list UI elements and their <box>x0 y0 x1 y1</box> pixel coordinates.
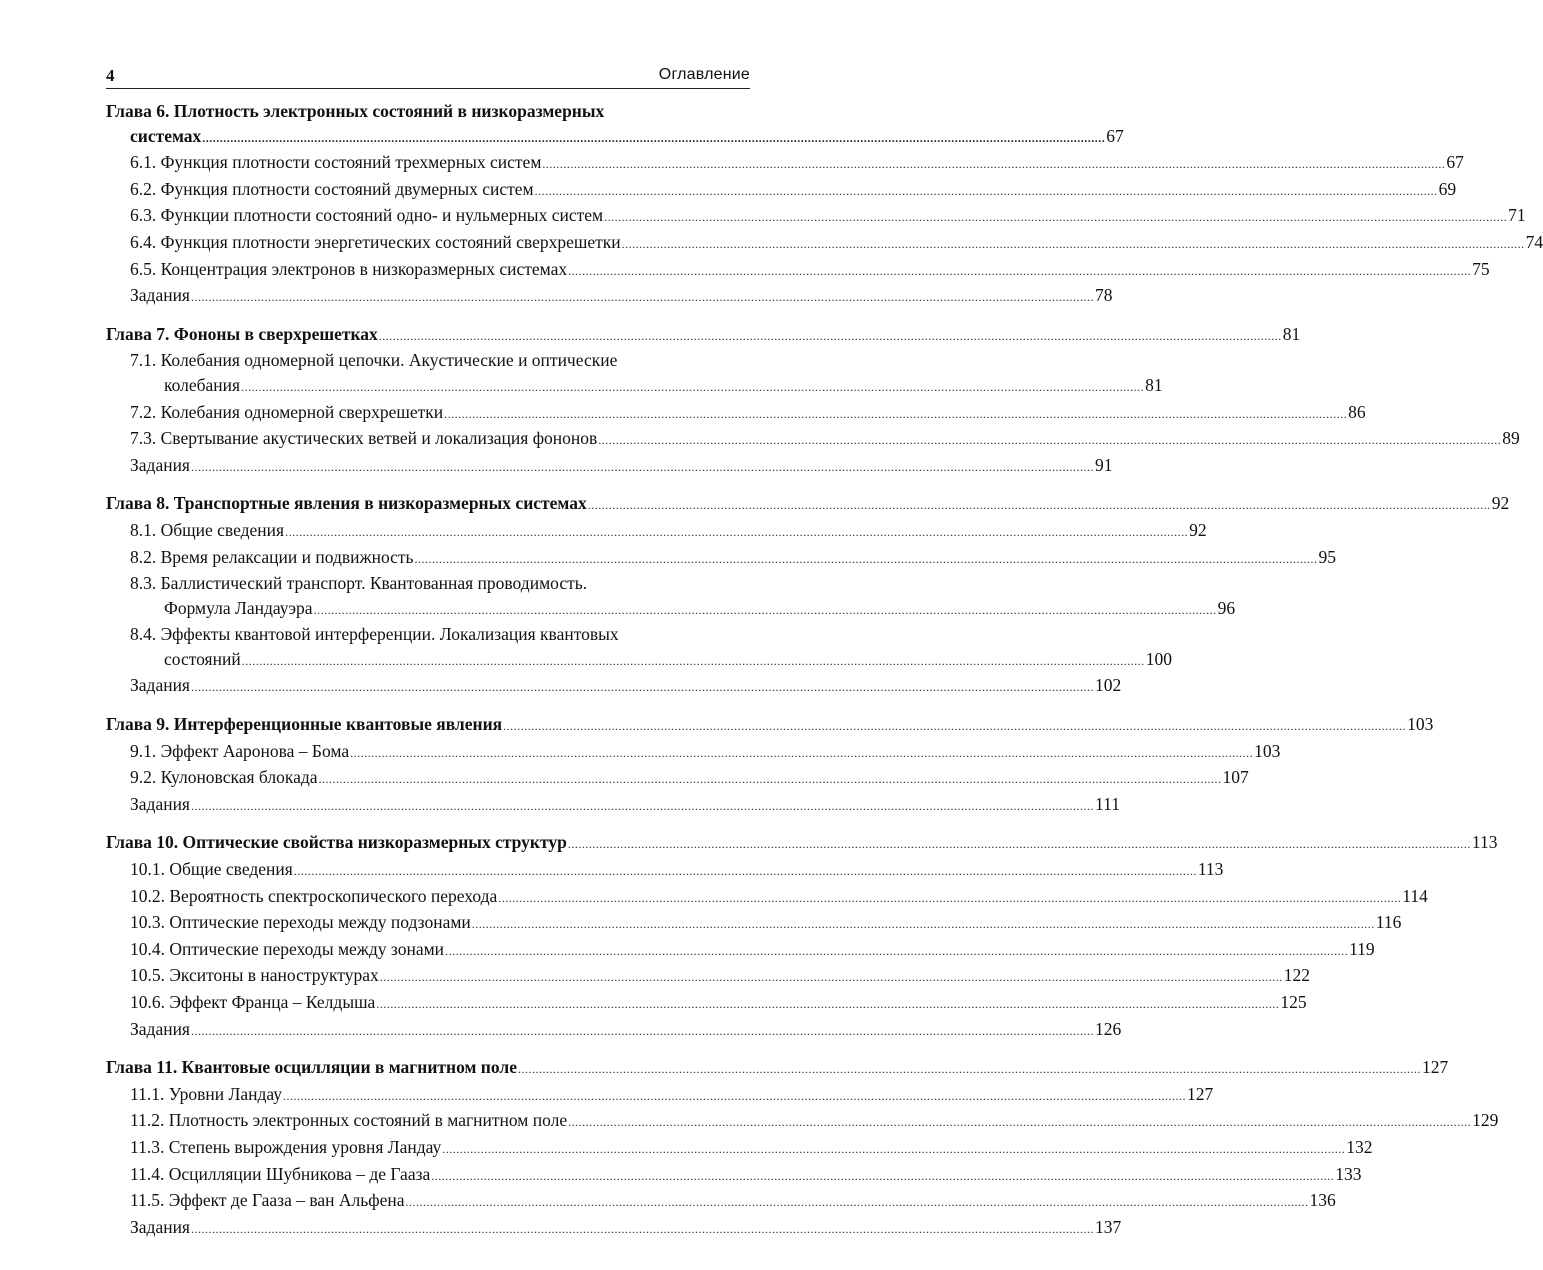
chapter-9 <box>106 712 1434 818</box>
page-ref: 95 <box>1318 546 1337 567</box>
toc-entry[interactable] <box>106 453 1113 480</box>
chapter-title: Глава 6. Плотность электронных состояний в низкоразмерных <box>106 101 605 121</box>
leader-dots: .................................................................................................................................................................................................................................................................. <box>241 379 1145 394</box>
leader-dots: .................................................................................................................................................................................................................................................................. <box>202 130 1106 145</box>
leader-dots: .................................................................................................................................................................................................................................................................. <box>503 719 1407 734</box>
page-ref: 81 <box>1145 374 1163 395</box>
toc-entry[interactable] <box>106 491 1510 518</box>
toc-entry[interactable] <box>106 1108 1499 1135</box>
entry-title: 11.4. Осцилляции Шубникова – де Гааза <box>130 1163 431 1184</box>
leader-dots: .................................................................................................................................................................................................................................................................. <box>598 433 1502 448</box>
toc-entry[interactable] <box>106 990 1307 1017</box>
toc-entry[interactable] <box>106 1188 1336 1215</box>
page-ref: 136 <box>1309 1190 1336 1211</box>
running-header <box>106 58 750 89</box>
toc-entry[interactable] <box>106 910 1402 937</box>
leader-dots: .................................................................................................................................................................................................................................................................. <box>534 183 1438 198</box>
chapter-title-cont: системах <box>130 125 202 146</box>
page-ref: 78 <box>1095 285 1113 306</box>
page-ref: 116 <box>1375 912 1402 933</box>
page-ref: 92 <box>1491 493 1510 514</box>
leader-dots: .................................................................................................................................................................................................................................................................. <box>405 1195 1309 1210</box>
leader-dots: .................................................................................................................................................................................................................................................................. <box>293 864 1197 879</box>
chapter-title: Глава 7. Фононы в сверхрешетках <box>106 323 378 344</box>
chapter-11 <box>106 1055 1499 1241</box>
leader-dots: .................................................................................................................................................................................................................................................................. <box>191 1023 1094 1038</box>
chapter-title: Глава 11. Квантовые осцилляции в магнитном поле <box>106 1057 517 1078</box>
chapter-8 <box>106 491 1510 700</box>
leader-dots: .................................................................................................................................................................................................................................................................. <box>517 1062 1421 1077</box>
toc-entry[interactable] <box>106 518 1207 545</box>
page-ref: 122 <box>1283 965 1310 986</box>
toc-entry[interactable] <box>106 283 1113 310</box>
entry-title-cont: Формула Ландауэра <box>164 597 313 618</box>
leader-dots: .................................................................................................................................................................................................................................................................. <box>191 680 1094 695</box>
page-ref: 132 <box>1346 1136 1373 1157</box>
toc-entry[interactable] <box>106 322 1301 349</box>
entry-title: 11.5. Эффект де Гааза – ван Альфена <box>130 1190 405 1211</box>
entry-title: 6.4. Функция плотности энергетических состояний сверхрешетки <box>130 231 621 252</box>
leader-dots: .................................................................................................................................................................................................................................................................. <box>282 1088 1186 1103</box>
toc-entry[interactable] <box>106 792 1120 819</box>
entry-title: Задания <box>130 1216 190 1237</box>
page-ref: 103 <box>1407 714 1434 735</box>
chapter-6 <box>106 99 1543 310</box>
entry-title-cont: состояний <box>164 648 241 669</box>
page-number: 4 <box>106 66 115 85</box>
toc-entry[interactable] <box>106 596 1236 623</box>
leader-dots: .................................................................................................................................................................................................................................................................. <box>313 602 1217 617</box>
book-page <box>106 58 1543 1253</box>
leader-dots: .................................................................................................................................................................................................................................................................. <box>379 970 1283 985</box>
leader-dots: .................................................................................................................................................................................................................................................................. <box>414 551 1318 566</box>
entry-title: Задания <box>130 793 190 814</box>
leader-dots: .................................................................................................................................................................................................................................................................. <box>350 745 1254 760</box>
page-ref: 71 <box>1508 205 1526 226</box>
toc-entry[interactable] <box>106 830 1498 857</box>
leader-dots: .................................................................................................................................................................................................................................................................. <box>621 236 1525 251</box>
section-title: Оглавление <box>658 66 750 83</box>
page-ref: 96 <box>1217 597 1236 618</box>
entry-title: Задания <box>130 1018 190 1039</box>
entry-title: Задания <box>130 285 190 306</box>
page-ref: 100 <box>1145 648 1172 669</box>
page-ref: 127 <box>1421 1057 1449 1078</box>
page-ref: 114 <box>1402 885 1428 906</box>
chapter-title: Глава 9. Интерференционные квантовые явления <box>106 714 503 735</box>
page-ref: 119 <box>1349 938 1375 959</box>
page-ref: 69 <box>1438 178 1457 199</box>
page-ref: 75 <box>1472 258 1490 279</box>
toc-entry[interactable] <box>106 1162 1362 1189</box>
entry-title: 10.4. Оптические переходы между зонами <box>130 938 445 959</box>
leader-dots: .................................................................................................................................................................................................................................................................. <box>567 837 1471 852</box>
toc-entry[interactable] <box>106 373 1163 400</box>
page-ref: 74 <box>1525 231 1543 252</box>
page-ref: 86 <box>1348 401 1366 422</box>
entry-title: 9.2. Кулоновская блокада <box>130 767 318 788</box>
page-ref: 127 <box>1186 1083 1214 1104</box>
toc-entry[interactable] <box>106 765 1249 792</box>
page-ref: 129 <box>1472 1110 1499 1131</box>
page-ref: 91 <box>1095 454 1113 475</box>
leader-dots: .................................................................................................................................................................................................................................................................. <box>604 210 1508 225</box>
page-ref: 89 <box>1502 428 1520 449</box>
toc-entry[interactable] <box>106 1055 1449 1082</box>
page-ref: 67 <box>1106 125 1124 146</box>
toc-entry[interactable] <box>106 739 1281 766</box>
entry-title: Задания <box>130 454 190 475</box>
toc-entry[interactable] <box>106 203 1526 230</box>
page-ref: 133 <box>1335 1163 1362 1184</box>
leader-dots: .................................................................................................................................................................................................................................................................. <box>376 997 1280 1011</box>
toc-entry[interactable] <box>106 1082 1214 1109</box>
toc-entry[interactable] <box>106 177 1457 204</box>
toc-entry[interactable] <box>106 545 1337 572</box>
entry-title: 9.1. Эффект Ааронова – Бома <box>130 740 350 761</box>
toc-entry[interactable] <box>106 150 1464 177</box>
entry-title: 8.2. Время релаксации и подвижность <box>130 546 414 567</box>
page-ref: 81 <box>1282 323 1301 344</box>
chapter-7 <box>106 322 1520 480</box>
page-ref: 67 <box>1446 152 1464 173</box>
leader-dots: .................................................................................................................................................................................................................................................................. <box>444 406 1348 421</box>
toc-entry[interactable] <box>106 1135 1373 1162</box>
leader-dots: .................................................................................................................................................................................................................................................................. <box>191 290 1094 305</box>
leader-dots: .................................................................................................................................................................................................................................................................. <box>542 157 1446 172</box>
page-ref: 113 <box>1471 832 1498 853</box>
entry-title-cont: колебания <box>164 374 241 395</box>
page-ref: 125 <box>1280 992 1307 1012</box>
toc-entry[interactable] <box>106 884 1428 911</box>
leader-dots: .................................................................................................................................................................................................................................................................. <box>568 1115 1472 1130</box>
leader-dots: .................................................................................................................................................................................................................................................................. <box>498 890 1402 905</box>
entry-title: 8.1. Общие сведения <box>130 519 285 540</box>
entry-title: 6.2. Функция плотности состояний двумерных систем <box>130 178 534 199</box>
entry-title: 10.3. Оптические переходы между подзонами <box>130 912 471 933</box>
entry-title: 7.2. Колебания одномерной сверхрешетки <box>130 401 444 422</box>
toc-entry[interactable] <box>106 937 1375 964</box>
page-ref: 137 <box>1095 1216 1122 1237</box>
toc-entry[interactable] <box>106 124 1124 151</box>
page-ref: 92 <box>1189 519 1207 540</box>
toc-entry[interactable] <box>106 1017 1122 1044</box>
toc-entry[interactable] <box>106 857 1224 884</box>
leader-dots: .................................................................................................................................................................................................................................................................. <box>568 263 1472 278</box>
toc-entry[interactable] <box>106 400 1366 427</box>
toc-entry[interactable] <box>106 426 1520 453</box>
leader-dots: .................................................................................................................................................................................................................................................................. <box>587 498 1491 513</box>
entry-title: 6.1. Функция плотности состояний трехмерных систем <box>130 152 542 173</box>
entry-title: 10.5. Экситоны в наноструктурах <box>130 965 379 986</box>
leader-dots: .................................................................................................................................................................................................................................................................. <box>191 1221 1094 1236</box>
entry-title: 11.3. Степень вырождения уровня Ландау <box>130 1136 442 1157</box>
chapter-10 <box>106 830 1498 1043</box>
leader-dots: .................................................................................................................................................................................................................................................................. <box>241 653 1145 668</box>
toc-entry[interactable] <box>106 963 1310 990</box>
toc-entry[interactable] <box>106 647 1172 674</box>
leader-dots: .................................................................................................................................................................................................................................................................. <box>191 798 1094 813</box>
entry-title: 6.5. Концентрация электронов в низкоразмерных системах <box>130 258 568 279</box>
entry-title: 10.6. Эффект Франца – Келдыша <box>130 992 376 1012</box>
page-ref: 107 <box>1222 767 1249 788</box>
page-ref: 111 <box>1095 793 1120 814</box>
toc-entry[interactable] <box>106 1215 1122 1242</box>
entry-title: 7.1. Колебания одномерной цепочки. Акустические и оптические <box>130 350 618 371</box>
entry-title: 8.4. Эффекты квантовой интерференции. Локализация квантовых <box>130 624 619 645</box>
leader-dots: .................................................................................................................................................................................................................................................................. <box>471 917 1375 932</box>
toc-entry[interactable] <box>106 673 1122 700</box>
page-ref: 103 <box>1254 740 1281 761</box>
page-ref: 102 <box>1095 675 1122 696</box>
leader-dots: .................................................................................................................................................................................................................................................................. <box>378 328 1282 343</box>
chapter-title: Глава 10. Оптические свойства низкоразмерных структур <box>106 832 567 853</box>
page-ref: 113 <box>1197 859 1224 880</box>
entry-title: 8.3. Баллистический транспорт. Квантованная проводимость. <box>130 573 588 594</box>
toc-entry[interactable] <box>106 257 1490 284</box>
leader-dots: .................................................................................................................................................................................................................................................................. <box>442 1141 1346 1156</box>
entry-title: 11.2. Плотность электронных состояний в магнитном поле <box>130 1110 568 1131</box>
entry-title: Задания <box>130 675 190 696</box>
leader-dots: .................................................................................................................................................................................................................................................................. <box>318 772 1222 787</box>
entry-title: 10.2. Вероятность спектроскопического перехода <box>130 885 498 906</box>
toc-entry[interactable] <box>106 712 1434 739</box>
entry-title: 6.3. Функции плотности состояний одно- и нульмерных систем <box>130 205 604 226</box>
table-of-contents <box>106 99 1543 1241</box>
leader-dots: .................................................................................................................................................................................................................................................................. <box>445 943 1349 958</box>
entry-title: 7.3. Свертывание акустических ветвей и локализация фононов <box>130 428 598 449</box>
leader-dots: .................................................................................................................................................................................................................................................................. <box>431 1168 1335 1183</box>
entry-title: 11.1. Уровни Ландау <box>130 1083 282 1104</box>
leader-dots: .................................................................................................................................................................................................................................................................. <box>191 459 1094 474</box>
entry-title: 10.1. Общие сведения <box>130 859 293 880</box>
leader-dots: .................................................................................................................................................................................................................................................................. <box>285 524 1189 539</box>
toc-entry[interactable] <box>106 230 1543 257</box>
page-ref: 126 <box>1095 1018 1122 1039</box>
chapter-title: Глава 8. Транспортные явления в низкоразмерных системах <box>106 493 587 514</box>
